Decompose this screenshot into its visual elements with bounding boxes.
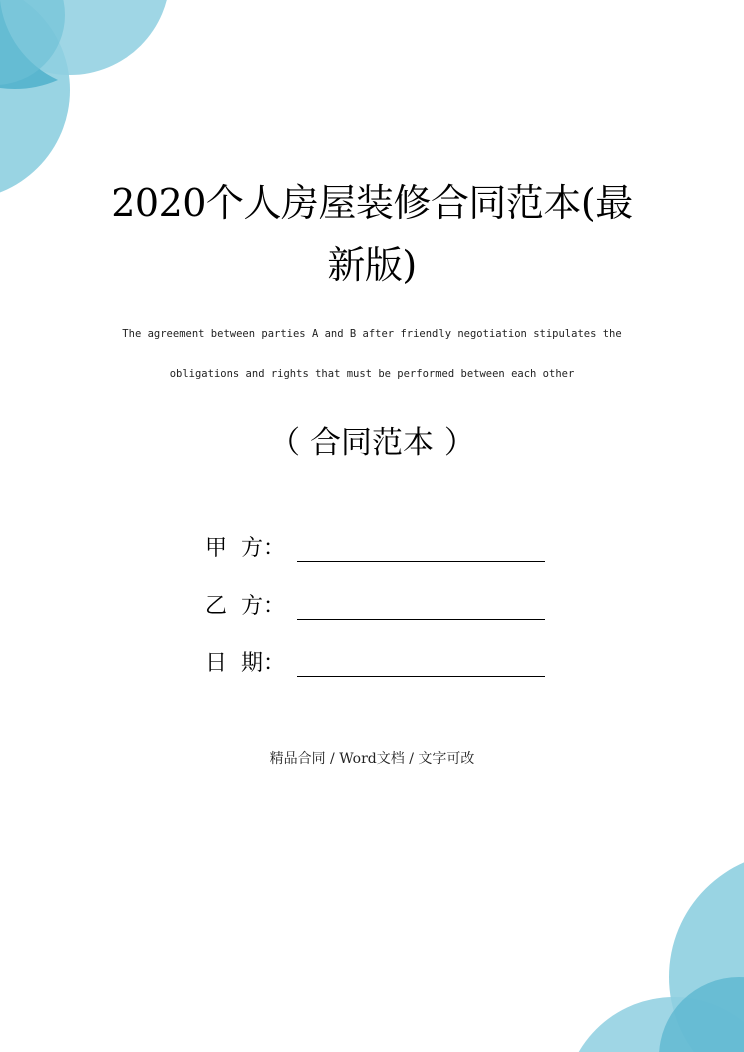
- subtitle-line-2: obligations and rights that must be performed between each other: [169, 368, 575, 380]
- date-label: 日 期：: [205, 651, 285, 676]
- subtitle-line-1: The agreement between parties A and B after friendly negotiation stipulates the: [122, 328, 622, 340]
- date-field: [205, 647, 545, 677]
- party-b-blank-line[interactable]: [297, 593, 545, 620]
- footer-note: 精品合同 / Word文档 / 文字可改: [269, 751, 475, 767]
- party-a-label: 甲 方：: [205, 536, 285, 561]
- document-type-label: （ 合同范本 ）: [269, 425, 475, 461]
- party-b-label: 乙 方：: [205, 594, 285, 619]
- corner-decoration-bottom-right: [564, 857, 744, 1052]
- party-a-field: [205, 532, 545, 562]
- document-title: 2020个人房屋装修合同范本(最新版): [111, 181, 633, 287]
- corner-decoration-top-left: [0, 0, 175, 195]
- party-b-field: [205, 590, 545, 620]
- party-a-blank-line[interactable]: [297, 535, 545, 562]
- date-blank-line[interactable]: [297, 650, 545, 677]
